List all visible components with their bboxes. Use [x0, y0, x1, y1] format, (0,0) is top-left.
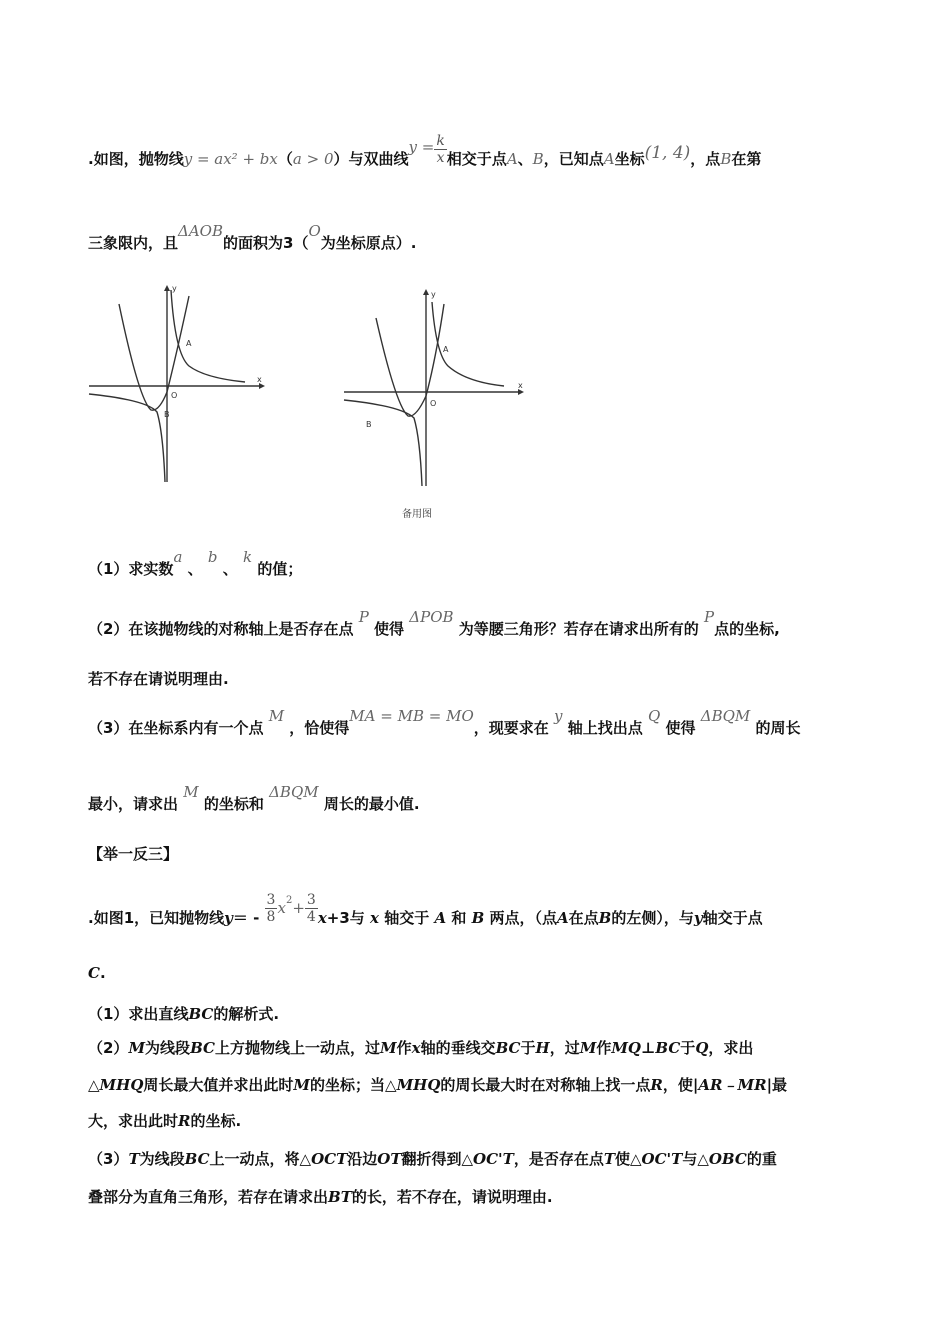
- math-x: x: [411, 1039, 421, 1057]
- fraction-den: 4: [306, 909, 316, 925]
- text: .如图1，已知抛物线: [88, 909, 225, 927]
- text: ，恰使得: [289, 719, 350, 737]
- question-2: [88, 608, 780, 639]
- text: 叠部分为直角三角形，若存在请求出: [88, 1188, 329, 1206]
- math-triangle-AOB: ΔAOB: [178, 222, 224, 240]
- math-triangle-BQM: ΔBQM: [700, 707, 751, 725]
- math-fraction-k-x: [434, 133, 446, 166]
- math-var-a: a: [173, 548, 183, 566]
- math-point-M: M: [183, 783, 199, 801]
- text: .如图，抛物线: [88, 150, 184, 168]
- math-M: M: [579, 1039, 597, 1057]
- text: 的坐标；当△: [310, 1076, 397, 1094]
- math-equation-MA-MB-MO: MA = MB = MO: [349, 707, 474, 725]
- text: （: [277, 150, 293, 168]
- math-point-O: O: [308, 222, 321, 240]
- y-axis-arrow: [423, 289, 429, 295]
- text: 作: [396, 1039, 412, 1057]
- math-point-A: A: [603, 150, 615, 168]
- figure-left: [85, 282, 270, 492]
- text: 的坐标.: [190, 1112, 242, 1130]
- math-BC: BC: [495, 1039, 521, 1057]
- text: 轴上找出点: [567, 719, 643, 737]
- text: 的左侧），与: [611, 909, 694, 927]
- text: 的周长最大时在对称轴上找一点: [440, 1076, 651, 1094]
- text: （2）在该抛物线的对称轴上是否存在点: [88, 620, 354, 638]
- text: .: [99, 964, 106, 982]
- math-condition: a > 0: [292, 150, 334, 168]
- math-parabola: y = ax² + bx: [183, 150, 278, 168]
- math-M: M: [379, 1039, 397, 1057]
- text: （3）在坐标系内有一个点: [88, 719, 264, 737]
- math-T: T: [128, 1150, 140, 1168]
- text: △: [88, 1076, 100, 1094]
- question-3-line-2: [88, 783, 420, 814]
- math-OC-prime-T: OC'T: [641, 1150, 683, 1168]
- fraction-den: x: [436, 150, 445, 166]
- label-y: y: [172, 284, 177, 293]
- math-point-P: P: [358, 608, 369, 626]
- text: 、: [517, 150, 533, 168]
- text: 若不存在请说明理由.: [88, 670, 229, 688]
- text: ，使|: [662, 1076, 699, 1094]
- math-hyperbola-lhs: y =: [408, 138, 435, 156]
- question-2-line-2: [88, 668, 229, 689]
- math-triangle-BQM: ΔBQM: [269, 783, 319, 801]
- math-point-B: B: [598, 909, 612, 927]
- practice-q2-line-3: [88, 1110, 241, 1131]
- math-var-x: x: [370, 909, 379, 927]
- math-point-P: P: [704, 608, 715, 626]
- math-point-Q: Q: [647, 707, 661, 725]
- text: 轴交于: [384, 909, 430, 927]
- text: 的重: [746, 1150, 777, 1168]
- math-axis-y: y: [554, 707, 563, 725]
- math-plus: +: [292, 899, 305, 917]
- label-A: A: [443, 345, 449, 354]
- y-axis-arrow: [164, 285, 170, 291]
- math-BT: BT: [328, 1188, 352, 1206]
- math-H: H: [535, 1039, 550, 1057]
- text: 于: [680, 1039, 696, 1057]
- math-point-A: A: [506, 150, 518, 168]
- math-OT: OT: [377, 1150, 402, 1168]
- fraction-3-8: [265, 892, 278, 925]
- text: 周长的最小值.: [323, 795, 420, 813]
- math-coord-A: (1, 4): [644, 143, 691, 163]
- label-x: x: [257, 375, 262, 384]
- text: 的长，若不存在，请说明理由.: [351, 1188, 553, 1206]
- text: 使得: [374, 620, 405, 638]
- parabola: [119, 296, 189, 410]
- text: 点的坐标,: [714, 620, 780, 638]
- label-A: A: [186, 339, 192, 348]
- text: ，是否存在点: [513, 1150, 604, 1168]
- text: 使△: [615, 1150, 642, 1168]
- text: 上一动点，将△: [209, 1150, 312, 1168]
- math-BC: BC: [190, 1039, 215, 1057]
- text: ＝ -: [232, 909, 260, 927]
- label-B: B: [164, 410, 170, 419]
- practice-q3-line-2: [88, 1186, 553, 1207]
- text: 两点，（点: [489, 909, 558, 927]
- math-AR-minus-MR: AR﹣MR: [698, 1076, 767, 1094]
- practice-q3: [88, 1148, 777, 1169]
- hyperbola-upper: [171, 290, 245, 382]
- math-var-x: x: [317, 909, 327, 927]
- text: 和: [451, 909, 467, 927]
- text: （2）: [88, 1039, 129, 1057]
- practice-q1: [88, 1003, 279, 1024]
- label-B: B: [366, 420, 372, 429]
- math-MHQ: MHQ: [99, 1076, 144, 1094]
- math-MHQ: MHQ: [396, 1076, 441, 1094]
- label-O: O: [171, 391, 178, 400]
- hyperbola-lower: [344, 400, 422, 486]
- math-BC: BC: [184, 1150, 210, 1168]
- math-Q: Q: [695, 1039, 709, 1057]
- math-var-y: y: [693, 909, 703, 927]
- math-MQ-perp-BC: MQ⊥BC: [611, 1039, 681, 1057]
- math-point-C: C: [88, 964, 100, 982]
- label-x: x: [518, 381, 523, 390]
- text: 、: [222, 560, 238, 578]
- text: ，点: [690, 150, 721, 168]
- problem-line-2: [88, 222, 417, 253]
- question-3: [88, 707, 801, 738]
- fraction-num: 3: [306, 892, 316, 908]
- fraction-3-4: [305, 892, 318, 925]
- text: （1）求实数: [88, 560, 174, 578]
- math-point-B: B: [720, 150, 732, 168]
- text: 的解析式.: [213, 1005, 280, 1023]
- practice-line-1: [88, 892, 763, 935]
- text: 作: [596, 1039, 612, 1057]
- figure-caption: 备用图: [402, 509, 432, 520]
- math-BC: BC: [188, 1005, 214, 1023]
- text: 的坐标和: [203, 795, 264, 813]
- text: 翻折得到△: [401, 1150, 474, 1168]
- text: ，已知点: [543, 150, 604, 168]
- math-var-y: y: [224, 909, 233, 927]
- math-var-k: k: [242, 548, 253, 566]
- section-header: [88, 843, 178, 864]
- text: 周长最大值并求出此时: [143, 1076, 294, 1094]
- math-T: T: [603, 1150, 615, 1168]
- math-point-B: B: [471, 909, 485, 927]
- problem-line-1: [88, 133, 762, 176]
- text: +3与: [326, 909, 365, 927]
- text: 的周长: [755, 719, 801, 737]
- fraction-num: 3: [266, 892, 276, 908]
- hyperbola-lower: [89, 394, 165, 482]
- text: （3）: [88, 1150, 129, 1168]
- text: 轴的垂线交: [420, 1039, 496, 1057]
- text: 坐标: [614, 150, 645, 168]
- text: 、: [187, 560, 203, 578]
- math-R: R: [650, 1076, 663, 1094]
- text: 在第: [731, 150, 762, 168]
- text: 使得: [665, 719, 696, 737]
- math-M: M: [128, 1039, 146, 1057]
- practice-line-2: [88, 964, 106, 982]
- text: 最小，请求出: [88, 795, 179, 813]
- text: ，求出: [708, 1039, 754, 1057]
- fraction-num: k: [436, 133, 445, 149]
- text: 的值；: [257, 560, 303, 578]
- text: 为线段: [145, 1039, 191, 1057]
- math-point-M: M: [268, 707, 285, 725]
- math-R: R: [178, 1112, 191, 1130]
- text: （1）求出直线: [88, 1005, 189, 1023]
- text: 三象限内，且: [88, 234, 179, 252]
- math-OCT: OCT: [311, 1150, 348, 1168]
- text: 在点: [568, 909, 599, 927]
- text: 沿边: [347, 1150, 378, 1168]
- math-exponent: 2: [285, 895, 293, 906]
- text: 大，求出此时: [88, 1112, 179, 1130]
- text: 为坐标原点）.: [320, 234, 417, 252]
- text: ，过: [549, 1039, 580, 1057]
- label-y: y: [431, 290, 436, 299]
- math-point-B: B: [532, 150, 544, 168]
- text: |最: [766, 1076, 788, 1094]
- text: 为线段: [139, 1150, 185, 1168]
- fraction-den: 8: [266, 909, 276, 925]
- math-var-b: b: [207, 548, 218, 566]
- math-point-A: A: [557, 909, 569, 927]
- text: ，现要求在: [473, 719, 549, 737]
- text: 于: [520, 1039, 536, 1057]
- question-1: [88, 548, 303, 579]
- text: 轴交于点: [702, 909, 763, 927]
- practice-q2: [88, 1037, 753, 1058]
- text: ）与双曲线: [333, 150, 409, 168]
- section-title: 【举一反三】: [88, 845, 179, 863]
- label-O: O: [430, 399, 437, 408]
- text: 相交于点: [446, 150, 507, 168]
- math-M: M: [293, 1076, 311, 1094]
- math-OBC: OBC: [708, 1150, 747, 1168]
- figure-right: [340, 288, 530, 523]
- text: 上方抛物线上一动点，过: [214, 1039, 380, 1057]
- text: 为等腰三角形？若存在请求出所有的: [458, 620, 699, 638]
- math-triangle-POB: ΔPOB: [409, 608, 454, 626]
- text: 的面积为3（: [223, 234, 309, 252]
- practice-q2-line-2: [88, 1074, 787, 1095]
- math-var-x: x: [277, 899, 286, 917]
- math-OC-prime-T: OC'T: [473, 1150, 514, 1168]
- text: 与△: [682, 1150, 709, 1168]
- math-point-A: A: [434, 909, 447, 927]
